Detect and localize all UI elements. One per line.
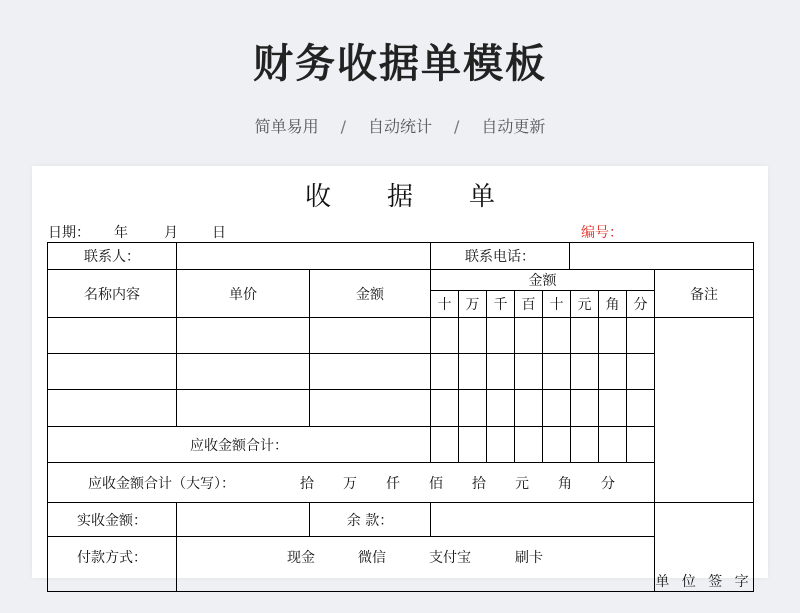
col-amount-group: 金额	[430, 269, 655, 291]
remarks-cell[interactable]	[654, 317, 754, 503]
digit-header: 十	[430, 290, 459, 318]
unit-price-cell[interactable]	[176, 389, 310, 427]
col-amount: 金额	[309, 269, 431, 318]
page-title: 财务收据单模板	[253, 41, 547, 87]
unit-price-cell[interactable]	[176, 353, 310, 390]
payment-options	[176, 536, 655, 592]
col-remarks: 备注	[654, 269, 754, 318]
unit-char: 拾	[300, 475, 314, 492]
digit-cell[interactable]	[570, 426, 599, 463]
phone-label: 联系电话：	[430, 242, 570, 270]
feature-list	[0, 114, 800, 137]
amount-cell[interactable]	[309, 317, 431, 354]
item-name-cell[interactable]	[47, 317, 177, 354]
digit-cell[interactable]	[514, 389, 543, 427]
digit-cell[interactable]	[458, 353, 487, 390]
digit-header: 分	[626, 290, 655, 318]
digit-cell[interactable]	[430, 317, 459, 354]
digit-cell[interactable]	[626, 317, 655, 354]
received-input[interactable]	[176, 502, 310, 537]
payment-cash[interactable]: 现金	[287, 550, 315, 566]
amount-cell[interactable]	[309, 353, 431, 390]
digit-cell[interactable]	[458, 426, 487, 463]
payment-card[interactable]: 刷卡	[515, 550, 543, 566]
digit-cell[interactable]	[626, 353, 655, 390]
digit-cell[interactable]	[598, 389, 627, 427]
digit-cell[interactable]	[458, 389, 487, 427]
digit-cell[interactable]	[514, 353, 543, 390]
day-label: 日	[212, 225, 226, 241]
digit-cell[interactable]	[598, 426, 627, 463]
digit-cell[interactable]	[598, 317, 627, 354]
signature-cell[interactable]	[654, 502, 754, 592]
feature-auto-stats: 自动统计	[367, 117, 432, 136]
subtotal-label: 应收金额合计：	[47, 426, 431, 463]
digit-cell[interactable]	[542, 353, 571, 390]
unit-char: 拾	[472, 475, 486, 492]
digit-cell[interactable]	[570, 353, 599, 390]
digit-cell[interactable]	[430, 353, 459, 390]
date-label: 日期：	[48, 225, 90, 241]
unit-char: 分	[601, 475, 615, 492]
signature-label: 单 位 签 字	[655, 574, 753, 590]
digit-cell[interactable]	[626, 426, 655, 463]
digit-cell[interactable]	[514, 426, 543, 463]
digit-cell[interactable]	[626, 389, 655, 427]
unit-char: 角	[558, 475, 572, 492]
unit-char: 元	[515, 475, 529, 492]
contact-input[interactable]	[176, 242, 431, 270]
year-label: 年	[114, 225, 128, 241]
phone-input[interactable]	[569, 242, 754, 270]
digit-cell[interactable]	[430, 426, 459, 463]
date-line	[48, 222, 226, 242]
payment-wechat[interactable]: 微信	[358, 550, 386, 566]
digit-header: 万	[458, 290, 487, 318]
feature-auto-update: 自动更新	[481, 117, 546, 136]
digit-cell[interactable]	[514, 317, 543, 354]
digit-header: 角	[598, 290, 627, 318]
unit-char: 佰	[429, 475, 443, 492]
digit-cell[interactable]	[458, 317, 487, 354]
separator: /	[340, 117, 346, 136]
feature-easy: 简单易用	[254, 117, 319, 136]
col-name: 名称内容	[47, 269, 177, 318]
uppercase-total-row	[47, 462, 655, 503]
digit-header: 百	[514, 290, 543, 318]
digit-cell[interactable]	[486, 317, 515, 354]
payment-alipay[interactable]: 支付宝	[429, 550, 471, 566]
digit-header: 十	[542, 290, 571, 318]
digit-cell[interactable]	[486, 426, 515, 463]
digit-cell[interactable]	[486, 353, 515, 390]
col-unit-price: 单价	[176, 269, 310, 318]
receipt-sheet	[32, 166, 768, 590]
item-name-cell[interactable]	[47, 353, 177, 390]
digit-cell[interactable]	[570, 389, 599, 427]
digit-cell[interactable]	[542, 426, 571, 463]
balance-label: 余 款：	[309, 502, 431, 537]
unit-price-cell[interactable]	[176, 317, 310, 354]
receipt-title-char: 据	[386, 182, 469, 212]
receipt-title-char: 单	[469, 182, 552, 212]
separator: /	[454, 117, 460, 136]
contact-label: 联系人：	[47, 242, 177, 270]
digit-cell[interactable]	[598, 353, 627, 390]
received-label: 实收金额：	[47, 502, 177, 537]
digit-header: 元	[570, 290, 599, 318]
month-label: 月	[164, 225, 178, 241]
receipt-title	[32, 176, 768, 213]
balance-input[interactable]	[430, 502, 655, 537]
digit-header: 千	[486, 290, 515, 318]
uppercase-total-label: 应收金额合计（大写）：	[88, 475, 235, 492]
payment-label: 付款方式：	[47, 536, 177, 592]
unit-char: 万	[343, 475, 357, 492]
digit-cell[interactable]	[542, 317, 571, 354]
digit-cell[interactable]	[486, 389, 515, 427]
unit-char: 仟	[386, 475, 400, 492]
item-name-cell[interactable]	[47, 389, 177, 427]
receipt-title-char: 收	[304, 182, 387, 212]
receipt-number-label: 编号：	[581, 225, 623, 241]
digit-cell[interactable]	[430, 389, 459, 427]
digit-cell[interactable]	[570, 317, 599, 354]
amount-cell[interactable]	[309, 389, 431, 427]
digit-cell[interactable]	[542, 389, 571, 427]
